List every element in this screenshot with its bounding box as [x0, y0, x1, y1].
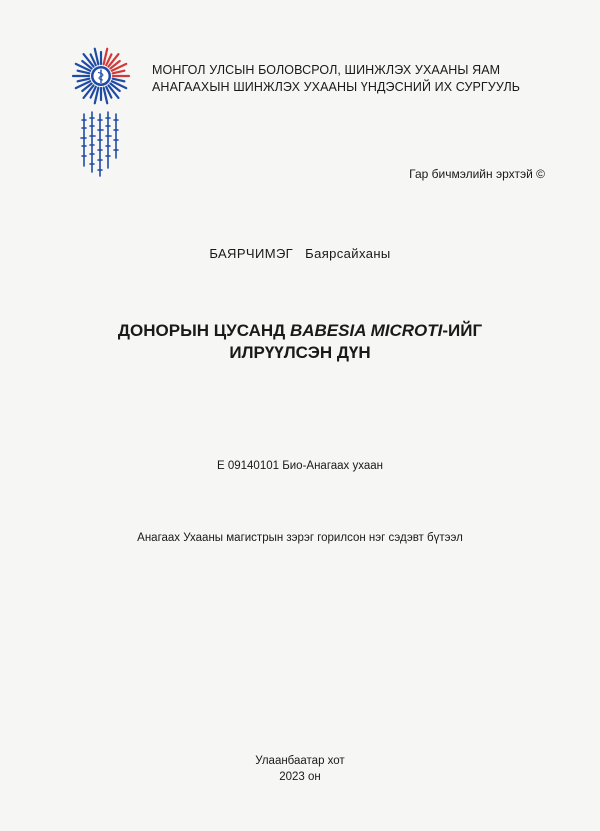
author-name — [0, 246, 600, 261]
city: Улаанбаатар хот — [255, 755, 345, 767]
author-surname: БАЯРЧИМЭГ — [209, 246, 294, 261]
title-line-1 — [0, 320, 600, 342]
place-and-year — [0, 753, 600, 785]
title-part-2: -ИЙГ — [442, 321, 483, 340]
copyright-notice: Гар бичмэлийн эрхтэй © — [409, 167, 545, 181]
thesis-title — [0, 320, 600, 364]
year: 2023 он — [279, 771, 321, 783]
university-logo-icon — [70, 46, 134, 196]
author-patronymic: Баярсайханы — [305, 246, 391, 261]
logo-ray — [113, 79, 125, 82]
degree-line: Анагаах Ухааны магистрын зэрэг горилсон нэг сэдэвт бүтээл — [137, 532, 463, 544]
specialty-code: E 09140101 Био-Анагаах ухаан — [216, 460, 384, 472]
university-name: АНАГААХЫН ШИНЖЛЭХ УХААНЫ ҮНДЭСНИЙ ИХ СУРГУУЛЬ — [152, 80, 521, 94]
ministry-name: МОНГОЛ УЛСЫН БОЛОВСРОЛ, ШИНЖЛЭХ УХААНЫ ЯАМ — [152, 63, 501, 77]
title-part-1: ДОНОРЫН ЦУСАНД — [117, 321, 290, 340]
logo-ray — [113, 71, 125, 74]
logo-ray — [78, 79, 90, 82]
title-line-2: ИЛРҮҮЛСЭН ДҮН — [229, 343, 371, 362]
logo-ray — [78, 71, 90, 74]
ministry-header — [152, 62, 520, 96]
title-latin-name: BABESIA MICROTI — [289, 321, 443, 340]
